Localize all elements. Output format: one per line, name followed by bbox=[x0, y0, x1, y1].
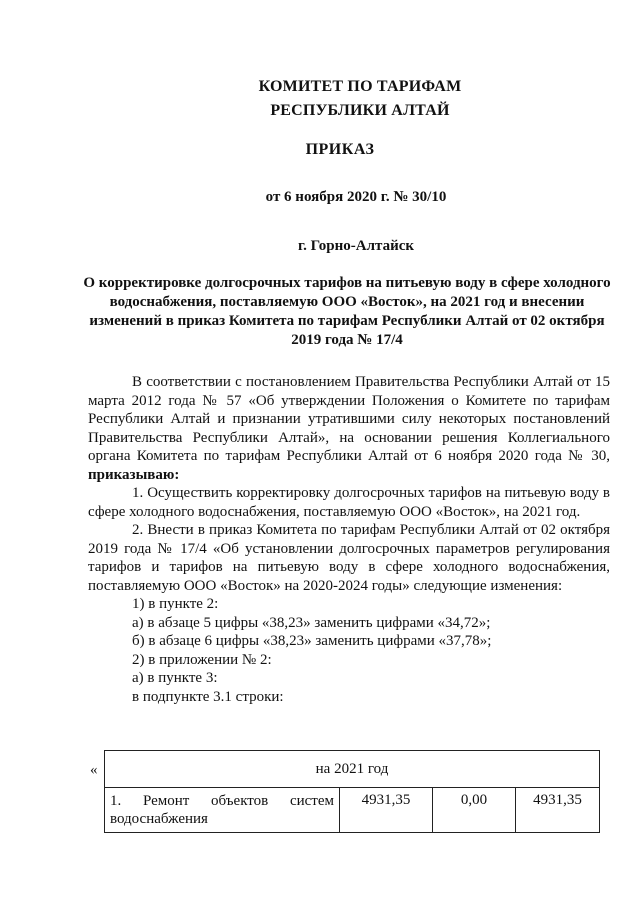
committee-name-line1: КОМИТЕТ ПО ТАРИФАМ bbox=[258, 78, 462, 95]
subitem-2: 2) в приложении № 2: bbox=[132, 651, 272, 668]
table-row bbox=[105, 788, 600, 833]
order-word: приказываю: bbox=[88, 466, 180, 483]
row-value-1: 4931,35 bbox=[340, 788, 433, 833]
committee-name-line2: РЕСПУБЛИКИ АЛТАЙ bbox=[270, 102, 450, 119]
document-body bbox=[88, 373, 610, 706]
row-value-3: 4931,35 bbox=[516, 788, 600, 833]
document-subject: О корректировке долгосрочных тарифов на питьевую воду в сфере холодного водоснабжения, поставляемую ООО «Восток», на 2021 год и внесении изменений в приказ Комитета по тарифам Республики Алтай от 02 октября 2019 года № 17/4 bbox=[83, 275, 611, 348]
subitem-2b: в подпункте 3.1 строки: bbox=[132, 688, 284, 705]
table-header-row bbox=[105, 751, 600, 788]
item-1: 1. Осуществить корректировку долгосрочных тарифов на питьевую воду в сфере холодного водоснабжения, поставляемую ООО «Восток», на 2021 год. bbox=[88, 485, 610, 520]
document-city: г. Горно-Алтайск bbox=[297, 238, 415, 254]
tariff-table bbox=[104, 750, 600, 833]
row-name-cell: 1. Ремонт объектов систем водоснабжения bbox=[105, 788, 340, 833]
item-2: 2. Внести в приказ Комитета по тарифам Республики Алтай от 02 октября 2019 года № 17/4 «Об установлении долгосрочных параметров регулирования тарифов и тарифов на питьевую воду в сфере холодного водоснабжения, поставляемую ООО «Восток» на 2020-2024 годы» следующие изменения: bbox=[88, 522, 610, 594]
row-value-2: 0,00 bbox=[433, 788, 516, 833]
subitem-1a: а) в абзаце 5 цифры «38,23» заменить цифрами «34,72»; bbox=[132, 614, 491, 631]
document-type: ПРИКАЗ bbox=[305, 141, 375, 158]
table-opening-quote: « bbox=[90, 762, 98, 778]
preamble-text: В соответствии с постановлением Правительства Республики Алтай от 15 марта 2012 года № 57 «Об утверждении Положения о Комитете по тарифам Республики Алтай и признании утратившими силу некоторых постановлений Правительства Республики Алтай», на основании решения Коллегиального органа Комитета по тарифам Республики Алтай от 6 ноября 2020 года № 30, bbox=[88, 374, 610, 464]
subitem-2a: а) в пункте 3: bbox=[132, 670, 218, 686]
year-header-cell: на 2021 год bbox=[105, 751, 600, 788]
subitem-1b: б) в абзаце 6 цифры «38,23» заменить цифрами «37,78»; bbox=[132, 633, 492, 649]
document-date-number: от 6 ноября 2020 г. № 30/10 bbox=[265, 189, 447, 205]
preamble-paragraph bbox=[88, 373, 610, 484]
subitem-1: 1) в пункте 2: bbox=[132, 596, 219, 612]
